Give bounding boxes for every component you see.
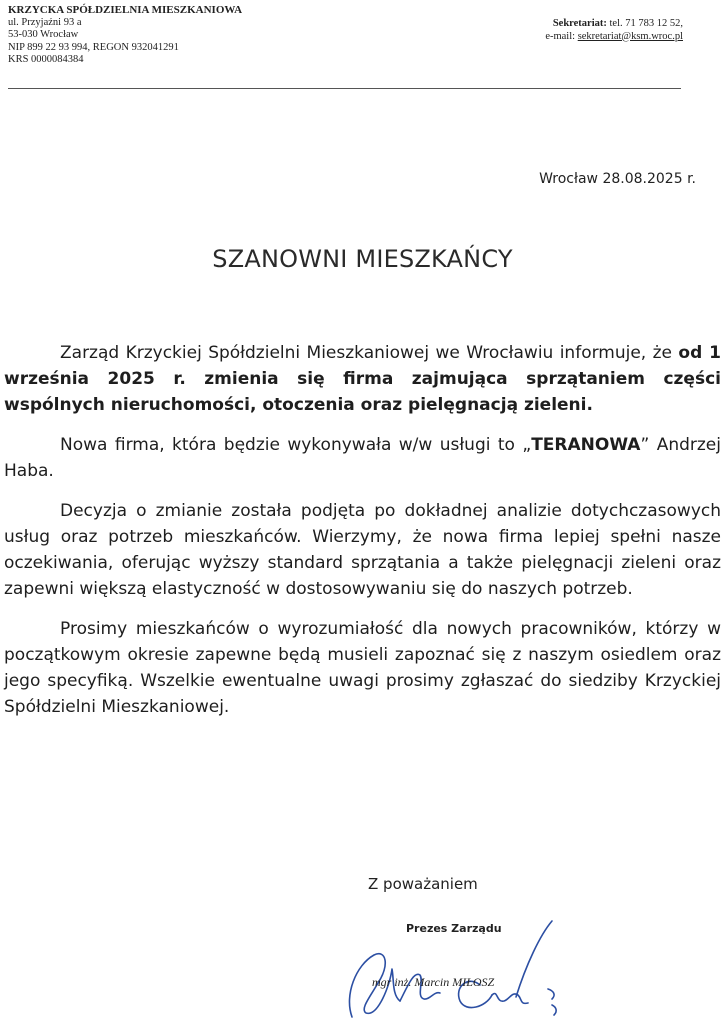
organization-name: KRZYCKA SPÓŁDZIELNIA MIESZKANIOWA (8, 4, 243, 16)
secretariat-phone: tel. 71 783 12 52, (606, 18, 683, 29)
email-link[interactable]: sekretariat@ksm.wroc.pl (577, 30, 683, 42)
stamp-title: Prezes Zarządu (406, 922, 502, 935)
krs-number: KRS 0000084384 (8, 54, 84, 65)
company-name: TERANOWA (531, 435, 641, 455)
paragraph-3: Decyzja o zmianie została podjęta po dokładnej analizie dotychczasowych usług oraz potrzeb mieszkańców. Wierzymy, że nowa firma lepiej spełni nasze oczekiwania, oferując wyższy standard sprzątania a także pielęgnacji zieleni oraz zapewni większą elastyczność w dostosowywaniu się do naszych potrzeb. (4, 501, 721, 599)
paragraph-1-highlight: od 1 września 2025 r. zmienia się firma zajmująca sprzątaniem części wspólnych nieruchomości, otoczenia oraz pielęgnacją zieleni. (4, 343, 721, 415)
email-label: e-mail: (545, 30, 578, 42)
paragraph-2 (4, 432, 721, 484)
header-divider (8, 88, 681, 89)
paragraph-4: Prosimy mieszkańców o wyrozumiałość dla nowych pracowników, którzy w początkowym okresie zapewne będą musieli zapoznać się z naszym osiedlem oraz jego specyfiką. Wszelkie ewentualne uwagi prosimy zgłaszać do siedziby Krzyckiej Spółdzielni Mieszkaniowej. (4, 619, 721, 717)
paragraph-1-intro: Zarząd Krzyckiej Spółdzielni Mieszkaniowej we Wrocławiu informuje, że (60, 343, 679, 363)
letterhead-address (8, 4, 242, 67)
place-date: Wrocław 28.08.2025 r. (539, 171, 696, 187)
paragraph-2-end: ” Andrzej Haba. (4, 435, 721, 481)
secretariat-line (545, 18, 683, 31)
letter-title: SZANOWNI MIESZKAŃCY (212, 245, 513, 273)
tax-ids: NIP 899 22 93 994, REGON 932041291 (8, 41, 179, 53)
email-line (545, 31, 683, 44)
paragraph-1 (4, 340, 721, 418)
letterhead-contact (545, 18, 683, 43)
paragraph-2-intro: Nowa firma, która będzie wykonywała w/w usługi to „ (60, 435, 532, 455)
secretariat-label: Sekretariat: (552, 18, 607, 29)
letter-body (4, 340, 721, 734)
postal-city: 53-030 Wrocław (8, 29, 79, 40)
street-address: ul. Przyjaźni 93 a (8, 16, 82, 28)
closing-salutation: Z poważaniem (368, 875, 478, 893)
stamp-name: mgr inż. Marcin MIŁOSZ (372, 975, 495, 989)
